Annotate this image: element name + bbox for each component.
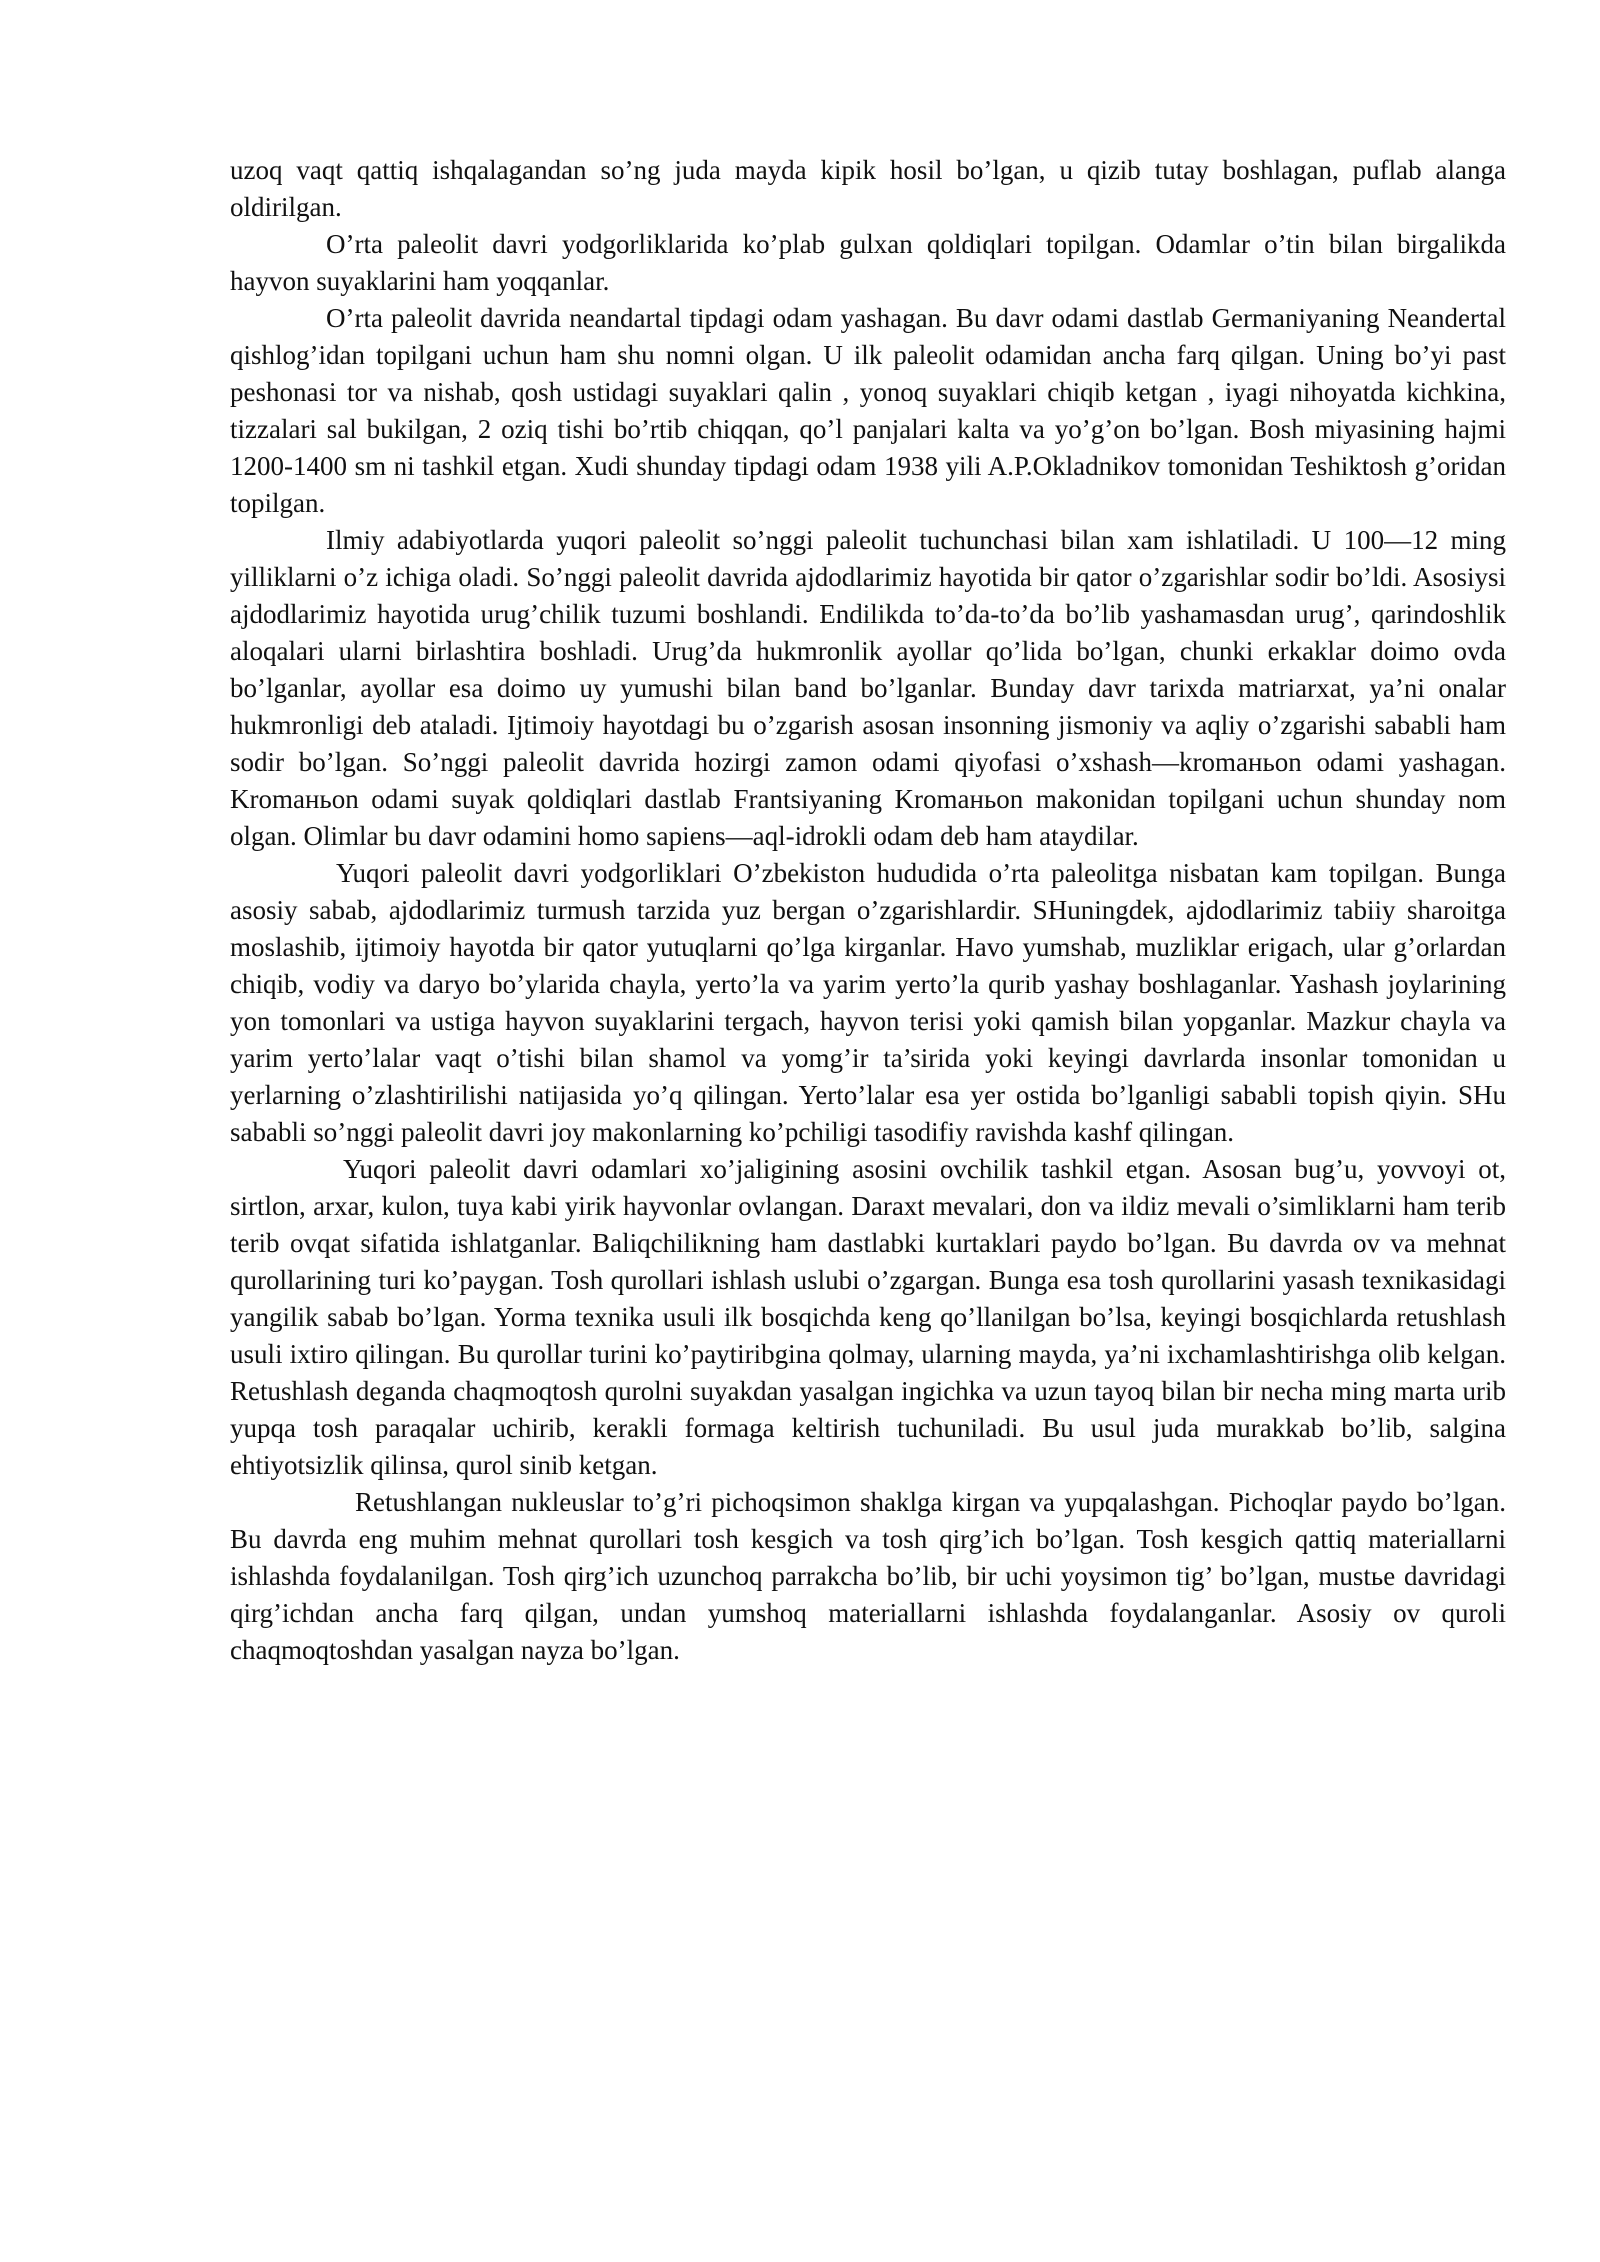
paragraph-upper-paleolithic: Ilmiy adabiyotlarda yuqori paleolit so’nggi paleolit tuchunchasi bilan xam ishlatiladi. U 100—12 ming yilliklarni o’z ichiga oladi. So’nggi paleolit davrida ajdodlarimiz hayotida bir qator o’zgarishlar sodir bo’ldi. Asosiysi ajdodlarimiz hayotida urug’chilik tuzumi boshlandi. Endilikda to’da-to’da bo’lib yashamasdan urug’, qarindoshlik aloqalari ularni birlashtira boshladi. Urug’da hukmronlik ayollar qo’lida bo’lgan, chunki erkaklar doimo ovda bo’lganlar, ayollar esa doimo uy yumushi bilan band bo’lganlar. Bunday davr tarixda matriarxat, ya’ni onalar hukmronligi deb ataladi. Ijtimoiy hayotdagi bu o’zgarish asosan insonning jismoniy va aqliy o’zgarishi sababli ham sodir bo’lgan. So’nggi paleolit davrida hozirgi zamon odami qiyofasi o’xshash—kromaньon odami yashagan. Kromaньon odami suyak qoldiqlari dastlab Frantsiyaning Kromaньon makonidan topilgani uchun shunday nom olgan. Olimlar bu davr odamini homo sapiens—aql-idrokli odam deb ham ataydilar. [230, 525, 1506, 851]
paragraph-retouched-nuclei: Retushlangan nukleuslar to’g’ri pichoqsimon shaklga kirgan va yupqalashgan. Pichoqlar paydo bo’lgan. Bu davrda eng muhim mehnat qurollari tosh kesgich va tosh qirg’ich bo’lgan. Tosh kesgich qattiq materiallarni ishlashda foydalanilgan. Tosh qirg’ich uzunchoq parrakcha bo’lib, bir uchi yoysimon tig’ bo’lgan, mustьe davridagi qirg’ichdan ancha farq qilgan, undan yumshoq materiallarni ishlashda foydalanganlar. Asosiy ov quroli chaqmoqtoshdan yasalgan nayza bo’lgan. [230, 1487, 1506, 1665]
paragraph-middle-paleolithic-fires: O’rta paleolit davri yodgorliklarida ko’plab gulxan qoldiqlari topilgan. Odamlar o’tin bilan birgalikda hayvon suyaklarini ham yoqqanlar. [230, 229, 1506, 296]
paragraph-upper-paleolithic-sites: Yuqori paleolit davri yodgorliklari O’zbekiston hududida o’rta paleolitga nisbatan kam topilgan. Bunga asosiy sabab, ajdodlarimiz turmush tarzida yuz bergan o’zgarishlardir. SHuningdek, ajdodlarimiz tabiiy sharoitga moslashib, ijtimoiy hayotda bir qator yutuqlarni qo’lga kirganlar. Havo yumshab, muzliklar erigach, ular g’orlardan chiqib, vodiy va daryo bo’ylarida chayla, yerto’la va yarim yerto’la qurib yashay boshlaganlar. Yashash joylarining yon tomonlari va ustiga hayvon suyaklarini tergach, hayvon terisi yoki qamish bilan yopganlar. Mazkur chayla va yarim yerto’lalar vaqt o’tishi bilan shamol va yomg’ir ta’sirida yoki keyingi davrlarda insonlar tomonidan u yerlarning o’zlashtirilishi natijasida yo’q qilingan. Yerto’lalar esa yer ostida bo’lganligi sababli topish qiyin. SHu sababli so’nggi paleolit davri joy makonlarning ko’pchiligi tasodifiy ravishda kashf qilingan. [230, 858, 1506, 1147]
document-page [230, 152, 1506, 1669]
paragraph-upper-paleolithic-economy: Yuqori paleolit davri odamlari xo’jaligining asosini ovchilik tashkil etgan. Asosan bug’u, yovvoyi ot, sirtlon, arxar, kulon, tuya kabi yirik hayvonlar ovlangan. Daraxt mevalari, don va ildiz mevali o’simliklarni ham terib terib ovqat sifatida ishlatganlar. Baliqchilikning ham dastlabki kurtaklari paydo bo’lgan. Bu davrda ov va mehnat qurollarining turi ko’paygan. Tosh qurollari ishlash uslubi o’zgargan. Bunga esa tosh qurollarini yasash texnikasidagi yangilik sabab bo’lgan. Yorma texnika usuli ilk bosqichda keng qo’llanilgan bo’lsa, keyingi bosqichlarda retushlash usuli ixtiro qilingan. Bu qurollar turini ko’paytiribgina qolmay, ularning mayda, ya’ni ixchamlashtirishga olib kelgan. Retushlash deganda chaqmoqtosh qurolni suyakdan yasalgan ingichka va uzun tayoq bilan bir necha ming marta urib yupqa tosh paraqalar uchirib, kerakli formaga keltirish tuchuniladi. Bu usul juda murakkab bo’lib, salgina ehtiyotsizlik qilinsa, qurol sinib ketgan. [230, 1154, 1506, 1480]
paragraph-neanderthal: O’rta paleolit davrida neandartal tipdagi odam yashagan. Bu davr odami dastlab Germaniyaning Neandertal qishlog’idan topilgani uchun ham shu nomni olgan. U ilk paleolit odamidan ancha farq qilgan. Uning bo’yi past peshonasi tor va nishab, qosh ustidagi suyaklari qalin , yonoq suyaklari chiqib ketgan , iyagi nihoyatda kichkina, tizzalari sal bukilgan, 2 oziq tishi bo’rtib chiqqan, qo’l panjalari kalta va yo’g’on bo’lgan. Bosh miyasining hajmi 1200-1400 sm ni tashkil etgan. Xudi shunday tipdagi odam 1938 yili A.P.Okladnikov tomonidan Teshiktosh g’oridan topilgan. [230, 303, 1506, 518]
paragraph-fire-making: uzoq vaqt qattiq ishqalagandan so’ng juda mayda kipik hosil bo’lgan, u qizib tutay boshlagan, puflab alanga oldirilgan. [230, 155, 1506, 222]
